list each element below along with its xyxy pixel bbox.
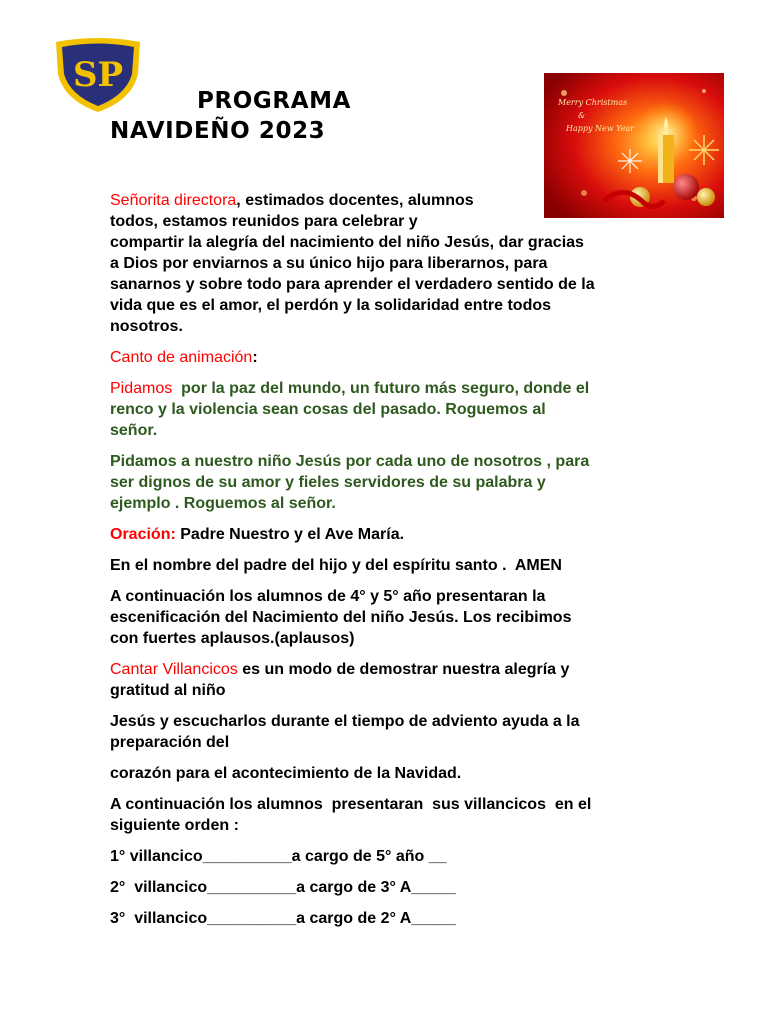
intro-highlight: Señorita directora (110, 192, 237, 209)
continuacion-2-paragraph: A continuación los alumnos presentaran sus villancicos en el siguiente orden : (110, 796, 592, 834)
intro-paragraph: Señorita directora, estimados docentes, alumnos todos, estamos reunidos para celebrar y compartir la alegría del nacimiento del niño Jesús, dar gracias a Dios por enviarnos a su único hijo para liberarnos, para sanarnos y sobre todo para aprender el verdadero sentido de la vida que es el amor, el perdón y la solidaridad entre todos nosotros. (110, 192, 595, 335)
list-item: 2° villancico__________a cargo de 3° A_____ (110, 879, 456, 896)
card-greeting-2: & (578, 111, 586, 120)
card-greeting-1: Merry Christmas (558, 98, 628, 107)
villancicos-label: Cantar Villancicos (110, 661, 238, 678)
nombre-paragraph: En el nombre del padre del hijo y del espíritu santo . AMEN (110, 557, 562, 574)
card-greeting-3: Happy New Year (566, 124, 635, 133)
continuacion-1-paragraph: A continuación los alumnos de 4° y 5° año presentaran la escenificación del Nacimiento del niño Jesús. Los recibimos con fuertes aplausos.(aplausos) (110, 588, 572, 647)
logo-letters: SP (72, 55, 124, 95)
title-line-2: NAVIDEÑO 2023 (110, 118, 326, 144)
canto-label: Canto de animación (110, 349, 253, 366)
villancicos-paragraph: Cantar Villancicos es un modo de demostrar nuestra alegría y gratitud al niño (110, 661, 570, 699)
pidamos-label: Pidamos (110, 380, 173, 397)
oracion-paragraph: Oración: Padre Nuestro y el Ave María. (110, 526, 405, 543)
list-item: 3° villancico__________a cargo de 2° A_____ (110, 910, 456, 927)
jesus-paragraph: Jesús y escucharlos durante el tiempo de adviento ayuda a la preparación del (110, 713, 580, 751)
corazon-paragraph: corazón para el acontecimiento de la Navidad. (110, 765, 462, 782)
oracion-label: Oración: (110, 526, 176, 543)
list-item: 1° villancico__________a cargo de 5° año __ (110, 848, 447, 865)
pidamos-2-paragraph: Pidamos a nuestro niño Jesús por cada uno de nosotros , para ser dignos de su amor y fieles servidores de su palabra y ejemplo . Roguemos al señor. (110, 453, 590, 512)
page-title (110, 86, 510, 146)
title-line-1: PROGRAMA (197, 88, 351, 114)
canto-paragraph: Canto de animación: (110, 349, 258, 366)
pidamos-1-paragraph: Pidamos por la paz del mundo, un futuro más seguro, donde el renco y la violencia sean cosas del pasado. Roguemos al señor. (110, 380, 590, 439)
